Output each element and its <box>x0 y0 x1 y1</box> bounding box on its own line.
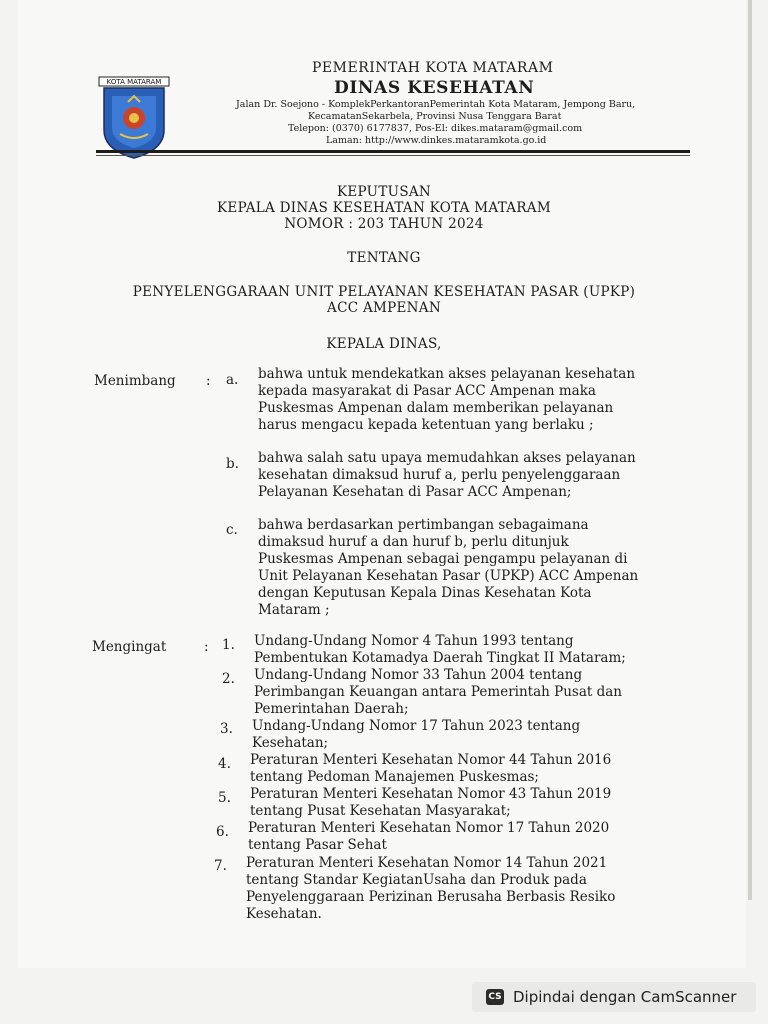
text-line: Undang-Undang Nomor 17 Tahun 2023 tentang <box>252 718 581 734</box>
text-line: Penyelenggaraan Perizinan Berusaha Berbasis Resiko <box>246 889 616 905</box>
logo-label: KOTA MATARAM <box>106 78 162 86</box>
mengingat-marker-5: 5. <box>218 790 231 806</box>
phone-email-line: Telepon: (0370) 6177837, Pos-El: dikes.mataram@gmail.com <box>288 123 583 134</box>
text-line: dimaksud huruf a dan huruf b, perlu ditunjuk <box>258 534 569 550</box>
decree-issuer: KEPALA DINAS KESEHATAN KOTA MATARAM <box>217 200 551 216</box>
mengingat-item-2 <box>254 667 668 718</box>
mengingat-marker-3: 3. <box>220 721 233 737</box>
menimbang-item-c <box>258 517 672 619</box>
city-emblem-logo <box>98 76 170 160</box>
decree-about: TENTANG <box>347 250 421 266</box>
decree-closing: KEPALA DINAS, <box>326 336 442 352</box>
text-line: Mataram ; <box>258 602 330 618</box>
text-line: Undang-Undang Nomor 4 Tahun 1993 tentang <box>254 633 574 649</box>
decree-number: NOMOR : 203 TAHUN 2024 <box>284 216 484 232</box>
text-line: bahwa berdasarkan pertimbangan sebagaimana <box>258 517 589 533</box>
mengingat-item-4 <box>250 752 666 786</box>
menimbang-marker-a: a. <box>226 372 239 388</box>
text-line: Peraturan Menteri Kesehatan Nomor 17 Tahun 2020 <box>248 820 610 836</box>
mengingat-marker-1: 1. <box>222 637 235 653</box>
mengingat-item-3 <box>252 718 666 752</box>
letterhead-divider-thin <box>96 155 690 156</box>
text-line: Kesehatan; <box>252 735 329 751</box>
camscanner-label: Dipindai dengan CamScanner <box>513 988 737 1006</box>
menimbang-marker-b: b. <box>226 456 239 472</box>
text-line: tentang Pasar Sehat <box>248 837 387 853</box>
text-line: Kesehatan. <box>246 906 322 922</box>
menimbang-marker-c: c. <box>226 522 238 538</box>
text-line: bahwa salah satu upaya memudahkan akses pelayanan <box>258 450 636 466</box>
mengingat-label: Mengingat <box>92 639 167 655</box>
text-line: Puskesmas Ampenan dalam memberikan pelayanan <box>258 400 614 416</box>
text-line: harus mengacu kepada ketentuan yang berlaku ; <box>258 417 594 433</box>
menimbang-label: Menimbang <box>94 373 176 389</box>
mengingat-marker-6: 6. <box>216 824 229 840</box>
mengingat-marker-7: 7. <box>214 858 227 874</box>
menimbang-item-a <box>258 366 672 434</box>
government-name: PEMERINTAH KOTA MATARAM <box>312 60 554 76</box>
decree-subject-line-2: ACC AMPENAN <box>327 300 441 316</box>
text-line: Undang-Undang Nomor 33 Tahun 2004 tentang <box>254 667 583 683</box>
camscanner-icon: CS <box>486 989 504 1005</box>
text-line: Peraturan Menteri Kesehatan Nomor 43 Tahun 2019 <box>250 786 612 802</box>
text-line: kepada masyarakat di Pasar ACC Ampenan maka <box>258 383 596 399</box>
text-line: Peraturan Menteri Kesehatan Nomor 14 Tahun 2021 <box>246 855 608 871</box>
mengingat-item-5 <box>250 786 666 820</box>
decree-type: KEPUTUSAN <box>336 184 432 200</box>
text-line: tentang Pedoman Manajemen Puskesmas; <box>250 769 539 785</box>
text-line: Pelayanan Kesehatan di Pasar ACC Ampenan; <box>258 484 572 500</box>
text-line: Pembentukan Kotamadya Daerah Tingkat II Mataram; <box>254 650 626 666</box>
text-line: Unit Pelayanan Kesehatan Pasar (UPKP) ACC Ampenan <box>258 568 639 584</box>
page-edge-shadow <box>748 0 752 900</box>
camscanner-badge <box>472 982 756 1012</box>
mengingat-item-1 <box>254 633 668 667</box>
text-line: bahwa untuk mendekatkan akses pelayanan kesehatan <box>258 366 636 382</box>
mengingat-item-7 <box>246 855 666 923</box>
mengingat-marker-4: 4. <box>218 756 231 772</box>
website-line: Laman: http://www.dinkes.mataramkota.go.id <box>326 135 547 146</box>
decree-subject-line-1: PENYELENGGARAAN UNIT PELAYANAN KESEHATAN PASAR (UPKP) <box>132 284 636 300</box>
mengingat-colon: : <box>204 639 209 655</box>
letterhead-divider-thick <box>96 150 690 153</box>
text-line: Peraturan Menteri Kesehatan Nomor 44 Tahun 2016 <box>250 752 612 768</box>
menimbang-item-b <box>258 450 672 501</box>
text-line: tentang Standar KegiatanUsaha dan Produk pada <box>246 872 587 888</box>
agency-name: DINAS KESEHATAN <box>334 78 535 98</box>
text-line: tentang Pusat Kesehatan Masyarakat; <box>250 803 511 819</box>
text-line: kesehatan dimaksud huruf a, perlu penyelenggaraan <box>258 467 621 483</box>
text-line: dengan Keputusan Kepala Dinas Kesehatan Kota <box>258 585 592 601</box>
text-line: Puskesmas Ampenan sebagai pengampu pelayanan di <box>258 551 628 567</box>
mengingat-marker-2: 2. <box>222 671 235 687</box>
text-line: Perimbangan Keuangan antara Pemerintah Pusat dan <box>254 684 622 700</box>
text-line: Pemerintahan Daerah; <box>254 701 409 717</box>
mengingat-item-6 <box>248 820 666 854</box>
menimbang-colon: : <box>206 373 211 389</box>
address-line-1: Jalan Dr. Soejono - KomplekPerkantoranPemerintah Kota Mataram, Jempong Baru, <box>236 99 636 110</box>
address-line-2: KecamatanSekarbela, Provinsi Nusa Tenggara Barat <box>308 111 562 122</box>
